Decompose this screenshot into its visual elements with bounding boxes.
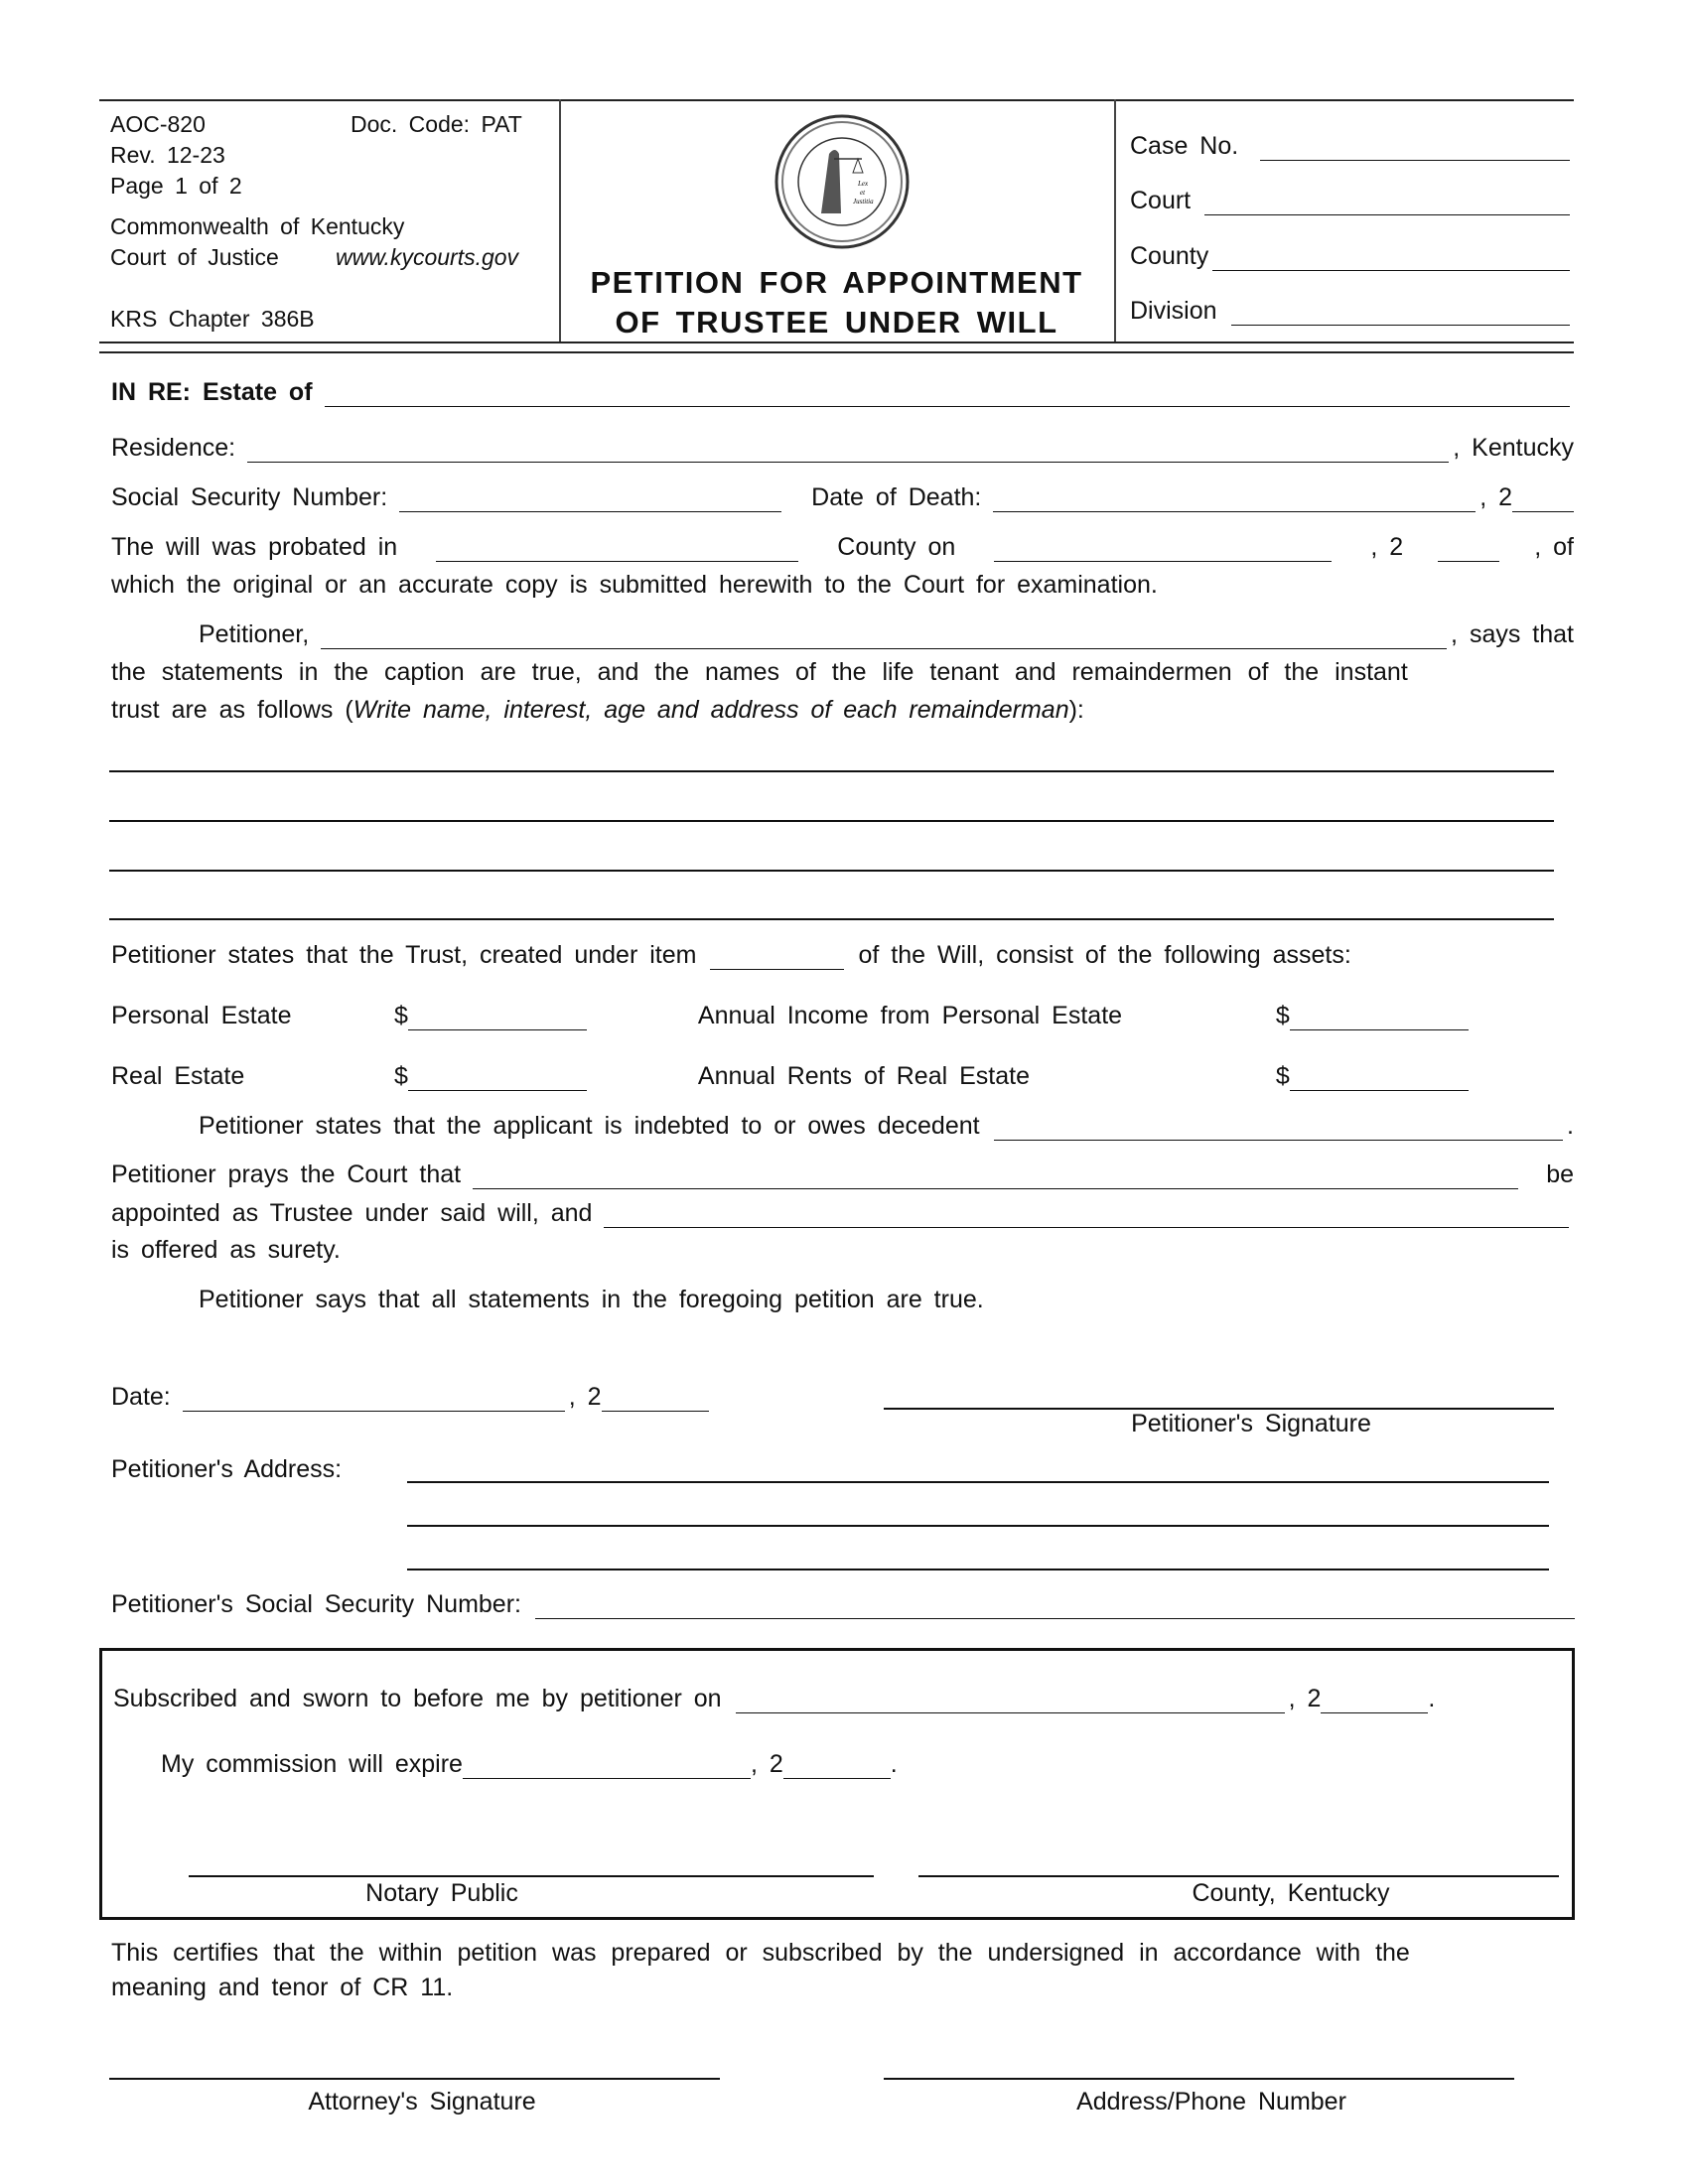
- case-no-field: [1130, 129, 1574, 161]
- dollar-sign: $: [1275, 1002, 1290, 1029]
- petitioner-ssn-label: Petitioner's Social Security Number:: [111, 1590, 521, 1618]
- division-input[interactable]: [1231, 301, 1570, 326]
- court-of-justice: Court of Justice: [110, 244, 279, 270]
- notary-signature-line[interactable]: [189, 1875, 874, 1877]
- address-line-1[interactable]: [407, 1481, 1549, 1483]
- dollar-sign: $: [1275, 1062, 1290, 1090]
- trust-instruction: Write name, interest, age and address of each remainderman: [352, 696, 1069, 724]
- svg-text:et: et: [860, 189, 866, 197]
- date-row: [111, 1380, 709, 1412]
- court-field: [1130, 184, 1574, 215]
- petitioner-ssn-row: [111, 1587, 1579, 1619]
- petitioner-label: Petitioner,: [199, 620, 310, 648]
- commission-date-input[interactable]: [463, 1754, 751, 1779]
- year-prefix: , 2: [1479, 483, 1512, 511]
- ssn-row: [111, 480, 1574, 512]
- commission-row: [161, 1747, 898, 1779]
- personal-estate-input[interactable]: [408, 1006, 587, 1030]
- address-label-row: [111, 1452, 1574, 1484]
- date-of-death-label: Date of Death:: [811, 483, 982, 511]
- date-of-death-input[interactable]: [993, 487, 1476, 512]
- in-re-row: [111, 375, 1574, 407]
- commission-year-input[interactable]: [783, 1754, 891, 1779]
- petitioner-ssn-input[interactable]: [535, 1594, 1575, 1619]
- trust-are-text: trust are as follows (: [111, 696, 353, 724]
- period: .: [890, 1750, 898, 1778]
- real-estate-row: [111, 1059, 1574, 1091]
- case-no-input[interactable]: [1260, 136, 1570, 161]
- appointed-row: [111, 1196, 1574, 1228]
- remainderman-line-3[interactable]: [109, 870, 1554, 872]
- residence-input[interactable]: [247, 438, 1449, 463]
- indebted-input[interactable]: [994, 1116, 1563, 1141]
- remainderman-line-2[interactable]: [109, 820, 1554, 822]
- year-prefix: , 2: [568, 1383, 602, 1411]
- division-label: Division: [1130, 297, 1217, 325]
- ssn-input[interactable]: [399, 487, 781, 512]
- surety-input[interactable]: [604, 1203, 1569, 1228]
- real-estate-input[interactable]: [408, 1066, 587, 1091]
- case-no-label: Case No.: [1130, 132, 1239, 160]
- certifies-line-1: This certifies that the within petition was prepared or subscribed by the undersigned in accordance with the: [111, 1939, 1410, 1967]
- date-input[interactable]: [183, 1387, 565, 1412]
- year-prefix: , 2: [1288, 1685, 1322, 1712]
- year-prefix: , 2: [750, 1750, 783, 1778]
- form-info: [110, 109, 242, 202]
- annual-rents-input[interactable]: [1290, 1066, 1469, 1091]
- probate-county-input[interactable]: [436, 537, 798, 562]
- annual-income-input[interactable]: [1290, 1006, 1469, 1030]
- indebted-row: [111, 1109, 1574, 1141]
- court-input[interactable]: [1204, 191, 1570, 215]
- be-label: be: [1546, 1160, 1574, 1188]
- division-field: [1130, 294, 1574, 326]
- says-true-text: Petitioner says that all statements in the foregoing petition are true.: [199, 1286, 984, 1313]
- petitioner-signature-label: Petitioner's Signature: [1131, 1410, 1371, 1437]
- attorney-signature-line[interactable]: [109, 2078, 720, 2080]
- header-top-rule: [99, 99, 1574, 101]
- court-label: Court: [1130, 187, 1192, 214]
- county-kentucky-label: County, Kentucky: [1192, 1879, 1390, 1907]
- real-estate-label: Real Estate: [111, 1062, 245, 1090]
- petitioner-name-input[interactable]: [321, 624, 1447, 649]
- county-field: [1130, 239, 1574, 271]
- residence-label: Residence:: [111, 434, 236, 462]
- form-title-line2: OF TRUSTEE UNDER WILL: [615, 305, 1058, 340]
- probate-row-2: which the original or an accurate copy is submitted herewith to the Court for examination.: [111, 571, 1158, 599]
- commonwealth: Commonwealth of Kentucky: [110, 213, 405, 239]
- indebted-label: Petitioner states that the applicant is indebted to or owes decedent: [199, 1112, 980, 1140]
- appointed-label: appointed as Trustee under said will, and: [111, 1199, 593, 1227]
- trust-end-text: ):: [1068, 696, 1084, 724]
- residence-row: [111, 431, 1574, 463]
- trustee-name-input[interactable]: [473, 1164, 1518, 1189]
- probate-row: [111, 530, 1574, 562]
- header-divider-right: [1114, 99, 1116, 341]
- says-that-label: , says that: [1451, 620, 1574, 648]
- court-seal-icon: [774, 114, 910, 249]
- address-phone-line[interactable]: [884, 2078, 1514, 2080]
- ssn-label: Social Security Number:: [111, 483, 388, 511]
- county-on-label: County on: [837, 533, 956, 561]
- date-label: Date:: [111, 1383, 171, 1411]
- of-label: , of: [1534, 533, 1574, 561]
- krs-chapter: KRS Chapter 386B: [110, 306, 315, 332]
- trust-follows-line: [111, 693, 1574, 725]
- prays-row: [111, 1158, 1574, 1189]
- personal-estate-row: [111, 999, 1574, 1030]
- doc-code: Doc. Code: PAT: [351, 111, 522, 137]
- trust-assets-label: of the Will, consist of the following assets:: [858, 941, 1351, 969]
- subscribed-row: [113, 1682, 1435, 1713]
- county-input[interactable]: [1212, 246, 1570, 271]
- date-year-input[interactable]: [602, 1387, 709, 1412]
- form-title-line1: PETITION FOR APPOINTMENT: [590, 265, 1083, 300]
- year-prefix: , 2: [1370, 533, 1404, 561]
- form-number: AOC-820: [110, 111, 206, 137]
- personal-estate-label: Personal Estate: [111, 1002, 292, 1029]
- subscribed-label: Subscribed and sworn to before me by petitioner on: [113, 1685, 722, 1712]
- petitioner-row: [111, 617, 1574, 649]
- attorney-signature-label: Attorney's Signature: [308, 2088, 536, 2116]
- remainderman-line-4[interactable]: [109, 918, 1554, 920]
- statements-line: the statements in the caption are true, and the names of the life tenant and remaindermen of the instant: [111, 658, 1408, 686]
- dollar-sign: $: [394, 1062, 408, 1090]
- trust-item-row: [111, 938, 1574, 970]
- certifies-line-2: meaning and tenor of CR 11.: [111, 1974, 454, 2001]
- surety-line: is offered as surety.: [111, 1236, 341, 1264]
- annual-rents-label: Annual Rents of Real Estate: [697, 1062, 1030, 1090]
- notary-public-label: Notary Public: [365, 1879, 518, 1907]
- svg-text:Justitia: Justitia: [853, 198, 874, 205]
- trust-item-input[interactable]: [710, 945, 844, 970]
- subscribed-date-input[interactable]: [736, 1689, 1285, 1713]
- in-re-label: IN RE: Estate of: [111, 378, 313, 406]
- website-link[interactable]: www.kycourts.gov: [336, 244, 519, 270]
- period: .: [1567, 1112, 1574, 1140]
- address-line-2[interactable]: [407, 1525, 1549, 1527]
- estate-of-input[interactable]: [325, 382, 1570, 407]
- header-bottom-rule-2: [99, 351, 1574, 353]
- dollar-sign: $: [394, 1002, 408, 1029]
- address-phone-label: Address/Phone Number: [1076, 2088, 1346, 2116]
- svg-text:Lex: Lex: [858, 180, 869, 188]
- annual-income-label: Annual Income from Personal Estate: [697, 1002, 1123, 1029]
- will-probated-label: The will was probated in: [111, 533, 398, 561]
- probate-date-input[interactable]: [994, 537, 1332, 562]
- revision: Rev. 12-23: [110, 142, 225, 168]
- probate-year-input[interactable]: [1438, 537, 1499, 562]
- subscribed-year-input[interactable]: [1321, 1689, 1428, 1713]
- county-label: County: [1130, 242, 1209, 270]
- period: .: [1428, 1685, 1436, 1712]
- says-true-line: [111, 1283, 1574, 1314]
- trust-created-label: Petitioner states that the Trust, created under item: [111, 941, 697, 969]
- notary-county-line[interactable]: [918, 1875, 1559, 1877]
- commission-label: My commission will expire: [161, 1750, 463, 1778]
- page-number: Page 1 of 2: [110, 173, 242, 199]
- address-line-3[interactable]: [407, 1569, 1549, 1570]
- death-year-input[interactable]: [1512, 487, 1574, 512]
- petitioner-address-label: Petitioner's Address:: [111, 1455, 343, 1483]
- prays-label: Petitioner prays the Court that: [111, 1160, 462, 1188]
- kentucky-label: , Kentucky: [1453, 434, 1574, 462]
- remainderman-line-1[interactable]: [109, 770, 1554, 772]
